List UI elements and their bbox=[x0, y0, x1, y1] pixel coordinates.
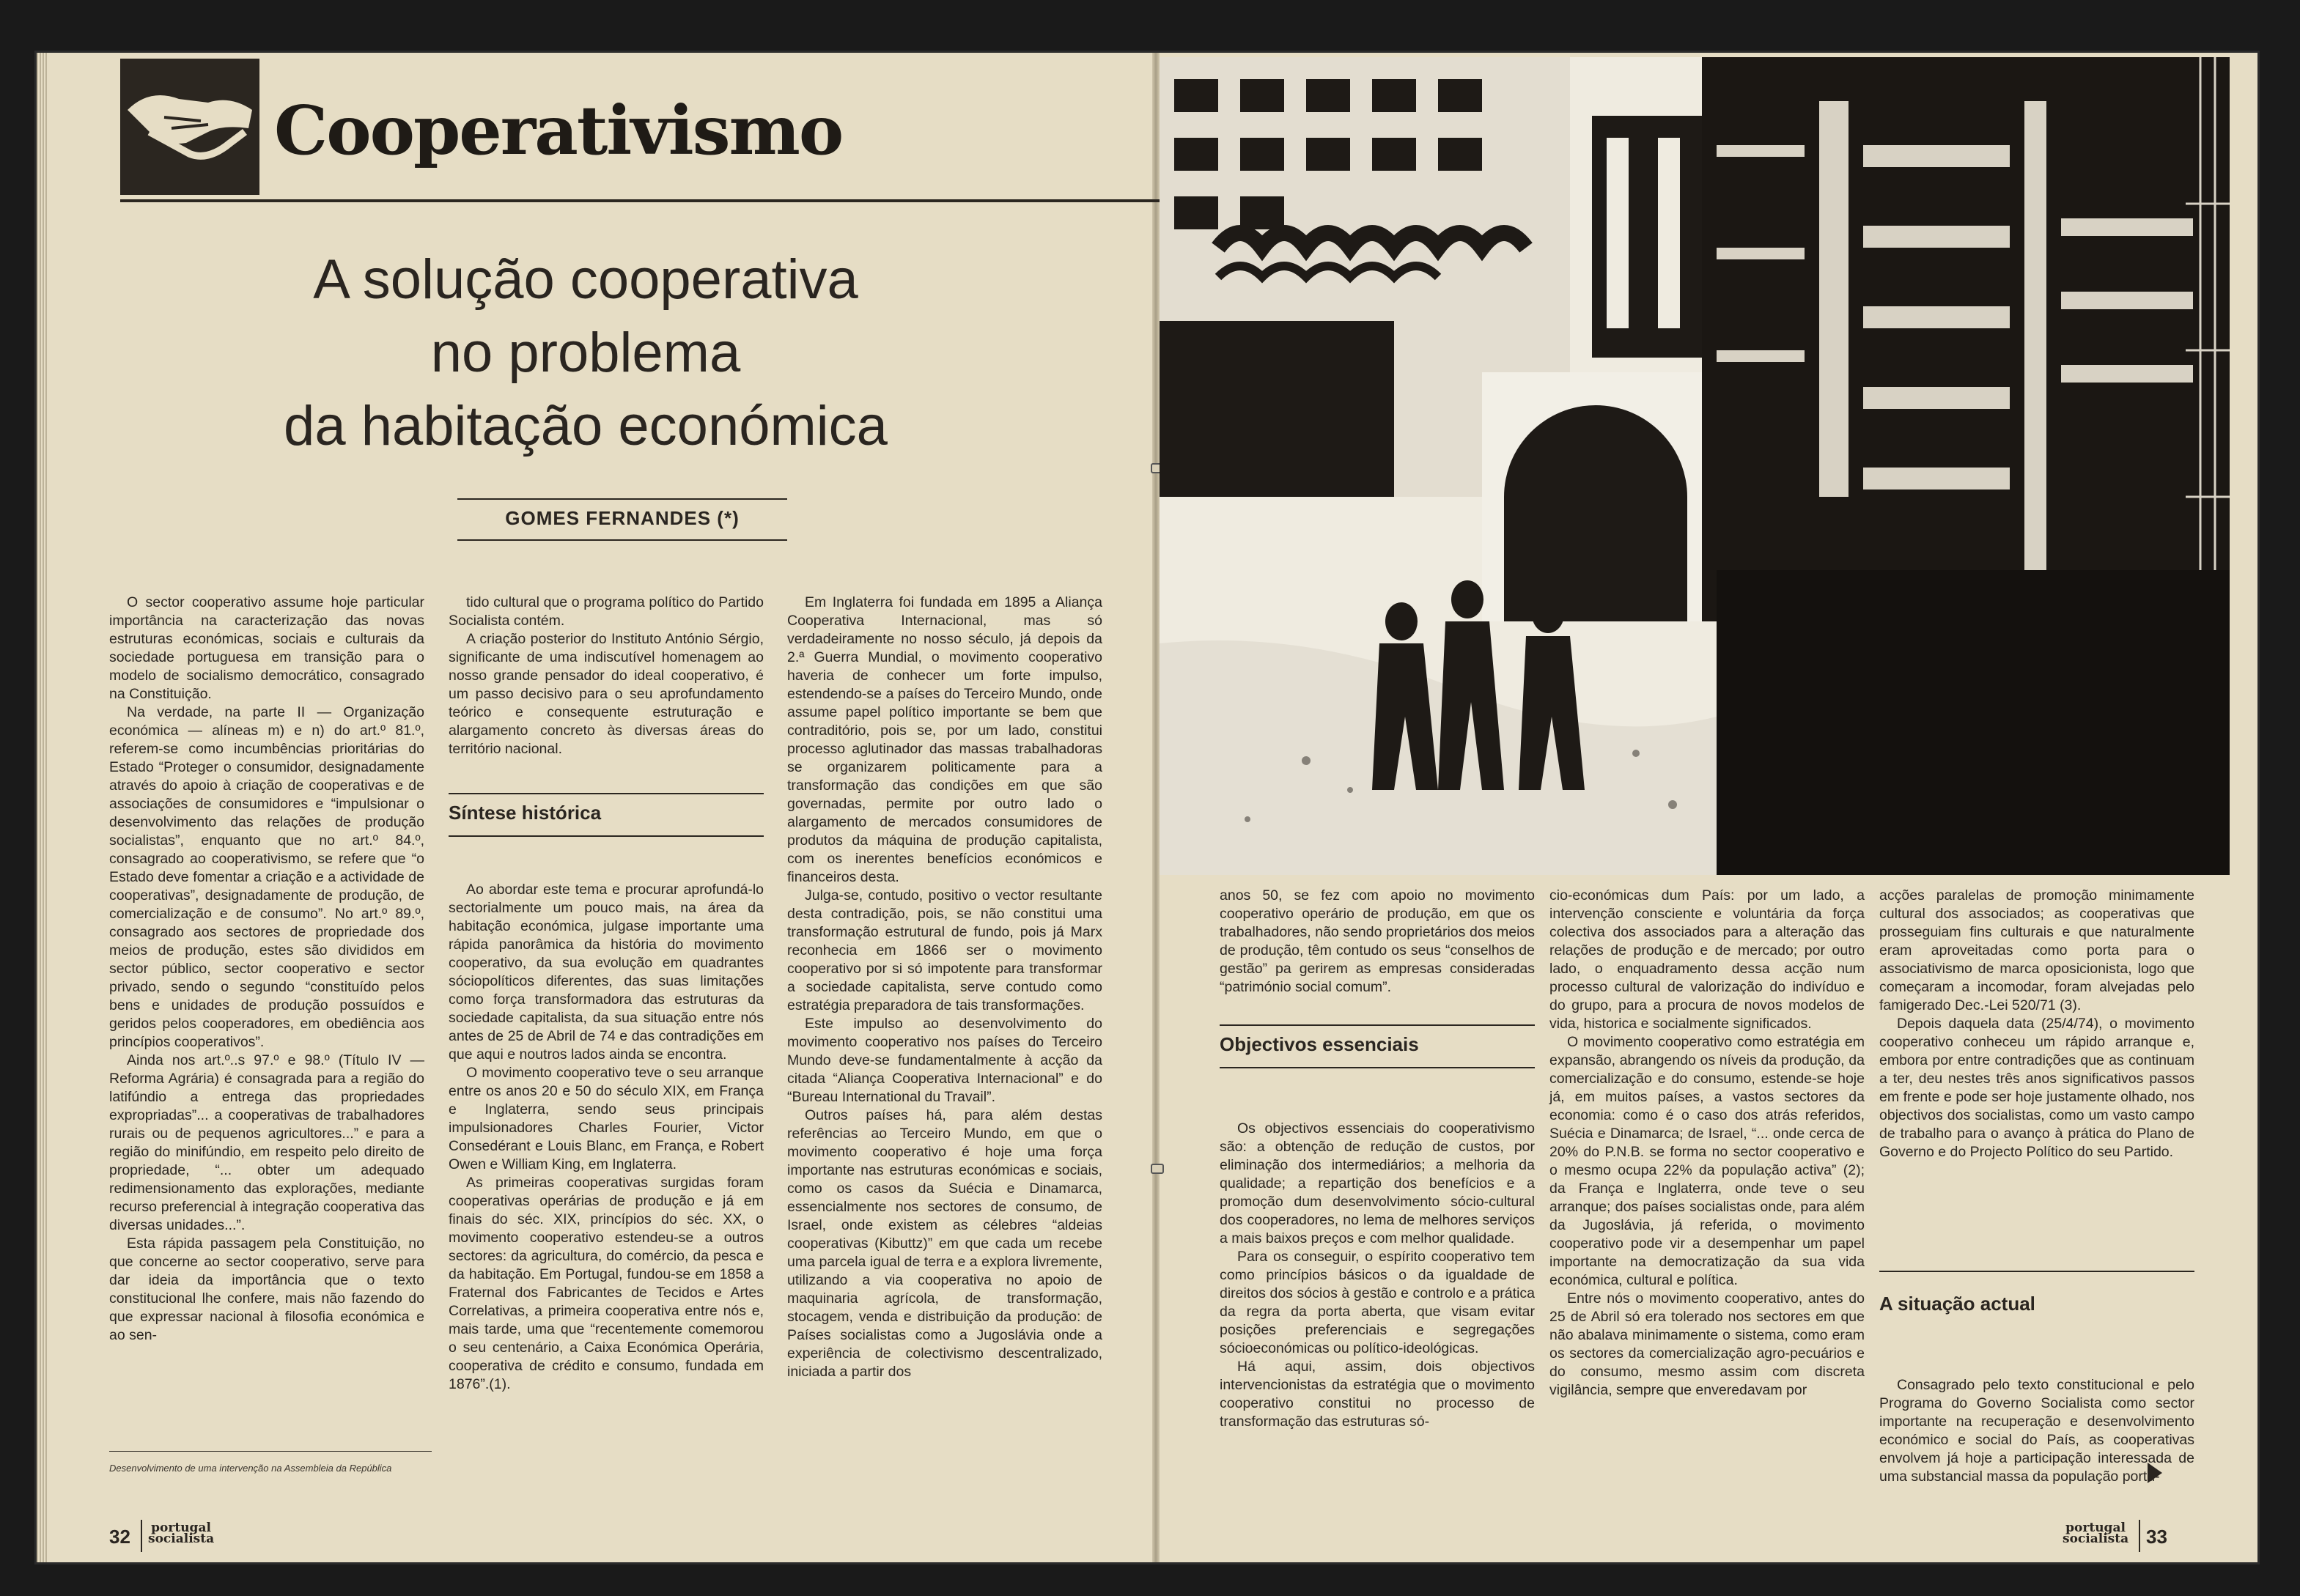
page-number-left: 32 bbox=[109, 1526, 130, 1548]
handshake-logo bbox=[120, 59, 259, 195]
paragraph: Para os conseguir, o espírito cooperativo tem como princípios básicos o da igualdade de direitos dos sócios à gestão e controlo e a prática da regra da porta aberta, que visam evitar posições preferenciais e segregações sócioeconómicas ou político-ideológicas. bbox=[1220, 1249, 1535, 1356]
paragraph: cio-económicas dum País: por um lado, a intervenção consciente e voluntária da força colectiva dos associados para a alteração das relações de produção e de mercado; por outro lado, o enquadramento dessa acção num processo cultural de valorização do indivíduo e do grupo, para a procura de novos modelos de vida, historica e socialmente significados. bbox=[1549, 887, 1865, 1032]
subhead-rule bbox=[449, 835, 764, 837]
right-page bbox=[1160, 53, 2257, 1562]
subhead-situacao: A situação actual bbox=[1879, 1293, 2035, 1315]
headline-line-1: A solução cooperativa bbox=[313, 248, 858, 311]
paragraph: A criação posterior do Instituto António Sérgio, significante de uma indiscutível homenagem ao nosso grande pensador do ideal cooperativo, é um passo decisivo para o seu aprofundamento teórico e consequente estruturação e alargamento concreto às diversas áreas do território nacional. bbox=[449, 631, 764, 757]
page-edges bbox=[37, 53, 47, 1562]
footnote-rule bbox=[109, 1451, 432, 1452]
column-1 bbox=[109, 594, 424, 1345]
paragraph: Este impulso ao desenvolvimento do movimento cooperativo nos países do Terceiro Mundo deve-se fundamentalmente à acção da citada “Aliança Cooperativa Internacional” e do “Bureau International du Travail”. bbox=[787, 1016, 1102, 1105]
spine-gutter bbox=[1152, 53, 1160, 1562]
continue-arrow-icon bbox=[2148, 1463, 2162, 1483]
paragraph: Na verdade, na parte II — Organização económica — alíneas m) e n) do art.º 81.º, referem-se como incumbências prioritárias do Estado “Proteger o consumidor, designadamente através do apoio à criação de cooperativas e de associações de consumidores e “impulsionar o desenvolvimento das relações de produção socialistas”, enquanto que no art.º 84.º, consagrado ao cooperativismo, se refere que “o Estado deve fomentar a criação e a actividade de cooperativas”, designadamente de produção, de comercialização e de consumo”. No art.º 89.º, consagrado aos sectores de propriedade dos meios de produção, estes são divididos em sector público, sector cooperativo e sector privado, sendo o segundo “constituído pelos bens e unidades de produção possuídos e geridos pelos cooperadores, em obediência aos princípios cooperativos”. bbox=[109, 704, 424, 1050]
section-title: Cooperativismo bbox=[274, 91, 843, 170]
footer-divider bbox=[2139, 1520, 2140, 1552]
column-6-top bbox=[1879, 887, 2194, 1161]
left-page bbox=[47, 53, 1152, 1562]
paragraph: Consagrado pelo texto constitucional e pelo Programa do Governo Socialista como sector importante na recuperação e desenvolvimento económico e social do País, as cooperativas envolvem já hoje a participação interessada de uma substancial massa da população portu- bbox=[1879, 1377, 2194, 1485]
subhead-rule bbox=[1220, 1024, 1535, 1026]
paragraph: Em Inglaterra foi fundada em 1895 a Aliança Cooperativa Internacional, mas só verdadeiramente no nosso século, já depois da 2.ª Guerra Mundial, o movimento cooperativo haveria de conhecer um forte impulso, estendendo-se a países do Terceiro Mundo, onde assume papel político importante se bem que contraditório, pois se, por um lado, constitui processo aglutinador das massas trabalhadoras se organizarem politicamente para a transformação das condições em que são governadas, permite por outro lado o alargamento de mercados consumidores de produtos da máquina de produção capitalista, com os inerentes benefícios económicos e financeiros desta. bbox=[787, 594, 1102, 885]
byline-rule-top bbox=[457, 498, 787, 500]
paragraph: Depois daquela data (25/4/74), o movimento cooperativo conheceu um rápido arranque e, embora por entre contradições que as continuam a ter, deu nestes três anos significativos passos em frente e pode ser hoje justamente olhado, nos objectivos dos socialistas, como um vasto campo de trabalho para o avanço à prática do Plano de Governo e do Projecto Político do seu Partido. bbox=[1879, 1016, 2194, 1160]
article-headline bbox=[164, 243, 1007, 463]
byline-rule-bottom bbox=[457, 539, 787, 541]
headline-line-3: da habitação económica bbox=[284, 395, 888, 457]
paragraph: Entre nós o movimento cooperativo, antes do 25 de Abril só era tolerado nos sectores em que não abalava minimamente o sistema, como eram os sectores da comercialização agro-pecuários e do consumo, mesmo assim com discreta vigilância, sempre que enveredavam por bbox=[1549, 1290, 1865, 1398]
subhead-sintese: Síntese histórica bbox=[449, 802, 602, 824]
paragraph: As primeiras cooperativas surgidas foram cooperativas operárias de produção e já em finais do séc. XIX, princípios do séc. XX, o movimento cooperativo estendeu-se a outros sectores: da agricultura, do comércio, da pesca e da habitação. Em Portugal, fundou-se em 1858 a Fraternal dos Fabricantes de Tecidos e Artes Correlativas, a primeira cooperativa entre nós e, mais tarde, uma que “recentemente comemorou o seu centenário, a Caixa Económica Operária, cooperativa de crédito e consumo, fundada em 1876”.(1). bbox=[449, 1175, 764, 1392]
paragraph: Há aqui, assim, dois objectivos intervencionistas da estratégia que o movimento cooperativo constitui no processo de transformação das estruturas só- bbox=[1220, 1359, 1535, 1430]
subhead-rule bbox=[1220, 1067, 1535, 1068]
paragraph: Ao abordar este tema e procurar aprofundá-lo sectorialmente um pouco mais, na área da habitação económica, julgase importante uma rápida panorâmica da história do movimento cooperativo, da sua evolução em quadrantes sóciopolíticos diferentes, das suas limitações como força transformadora das estruturas da sociedade capitalista, da sua situação entre nós antes de 25 de Abril de 74 e das contradições em que aqui e noutros lados ainda se encontra. bbox=[449, 882, 764, 1063]
column-2-bottom bbox=[449, 881, 764, 1394]
column-3 bbox=[787, 594, 1102, 1381]
paragraph: Outros países há, para além destas referências ao Terceiro Mundo, em que o movimento cooperativo é hoje uma força importante nas estruturas económicas e sociais, como os casos da Suécia e Dinamarca, essencialmente nos sectores de consumo, de Israel, onde existem as célebres “aldeias cooperativas (Kibuttz)” em que cada um recebe uma parcela igual de terra e a explora livremente, utilizando a via cooperativa no apoio de maquinaria agrícola, de transformação, stocagem, venda e distribuição da produção: de Países socialistas como a Jugoslávia onde a experiência de colectivismo descentralizado, iniciada a partir dos bbox=[787, 1107, 1102, 1380]
paragraph: O sector cooperativo assume hoje particular importância na caracterização das novas estruturas económicas, sociais e culturais da sociedade portuguesa em transição para o modelo de socialismo democrático, consagrado na Constituição. bbox=[109, 594, 424, 702]
byline: GOMES FERNANDES (*) bbox=[505, 507, 740, 529]
paragraph: O movimento cooperativo teve o seu arranque entre os anos 20 e 50 do século XIX, em França e Inglaterra, sendo seus principais impulsionadores Charles Fourier, Victor Consedérant e Louis Blanc, em França, e Robert Owen e William King, em Inglaterra. bbox=[449, 1065, 764, 1172]
paragraph: Esta rápida passagem pela Constituição, no que concerne ao sector cooperativo, serve para dar ideia da importância que o texto constitucional lhe confere, mais não fazendo do que expressar nacional à filosofia económica e ao sen- bbox=[109, 1235, 424, 1343]
masthead-logo-left: portugal socialista bbox=[148, 1521, 215, 1546]
subhead-rule bbox=[449, 793, 764, 794]
headline-line-2: no problema bbox=[430, 322, 741, 384]
column-2-top bbox=[449, 594, 764, 758]
paragraph: Os objectivos essenciais do cooperativismo são: a obtenção de redução de custos, por eliminação dos intermediários; a melhoria da qualidade; a repartição dos benefícios e a promoção dum desenvolvimento sócio-cultural dos cooperadores, no lema de melhores serviços a mais baixos preços e com melhor qualidade. bbox=[1220, 1120, 1535, 1246]
paragraph: tido cultural que o programa político do Partido Socialista contém. bbox=[449, 594, 764, 629]
construction-photo bbox=[1160, 57, 2230, 875]
header-rule bbox=[120, 199, 1198, 202]
footnote: Desenvolvimento de uma intervenção na Assembleia da República bbox=[109, 1463, 392, 1474]
paragraph: O movimento cooperativo como estratégia em expansão, abrangendo os níveis da produção, da comercialização e do consumo, estende-se hoje já, em muitos países, a vastos sectores da economia: como é o caso dos atrás referidos, Suécia e Dinamarca; de Israel, “... onde cerca de 20% do P.N.B. se forma no sector cooperativo e o mesmo ocupa 22% da população activa” (2); da França e Inglaterra, onde teve o seu arranque; dos países socialistas onde, para além da Jugoslávia, já referida, o movimento cooperativo pode vir a desempenhar um papel importante na democratização da sua vida económica, cultural e política. bbox=[1549, 1034, 1865, 1288]
paragraph: Julga-se, contudo, positivo o vector resultante desta contradição, pois, se não constitui uma transformação estrutural de fundo, pois já Marx reconhecia em 1866 ser o movimento cooperativo por si só impotente para transformar a sociedade capitalista, serve contudo como estratégia preparadora de tais transformações. bbox=[787, 887, 1102, 1013]
column-4-top bbox=[1220, 887, 1535, 997]
paragraph: Ainda nos art.º..s 97.º e 98.º (Título IV — Reforma Agrária) é consagrada para a região do latifúndio a entrega das propriedades expropriadas”... a cooperativas de trabalhadores rurais ou de pequenos agricultores...” e para a região do minifúndio, em respeito pelo direito de propriedade, “... obter um adequado redimensionamento das explorações, mediante recurso preferencial à integração cooperativa das diversas unidades...”. bbox=[109, 1052, 424, 1233]
column-4-bottom bbox=[1220, 1120, 1535, 1431]
page-number-right: 33 bbox=[2146, 1526, 2167, 1548]
footer-divider bbox=[141, 1520, 142, 1552]
subhead-rule bbox=[1879, 1271, 2194, 1272]
paragraph: acções paralelas de promoção minimamente cultural dos associados; as cooperativas que prosseguiam fins culturais e que naturalmente eram aproveitadas como porta para o associativismo de marca oposicionista, logo que começaram a incomodar, foram alvejadas pelo famigerado Dec.-Lei 520/71 (3). bbox=[1879, 887, 2194, 1013]
subhead-objectivos: Objectivos essenciais bbox=[1220, 1033, 1419, 1055]
masthead-logo-right: portugal socialista bbox=[2063, 1521, 2129, 1546]
column-5 bbox=[1549, 887, 1865, 1400]
paragraph: anos 50, se fez com apoio no movimento cooperativo operário de produção, em que os trabalhadores, não sendo proprietários dos meios de produção, têm contudo os seus “conselhos de gestão” pa gerirem as empresas consideradas “património social comum”. bbox=[1220, 887, 1535, 995]
